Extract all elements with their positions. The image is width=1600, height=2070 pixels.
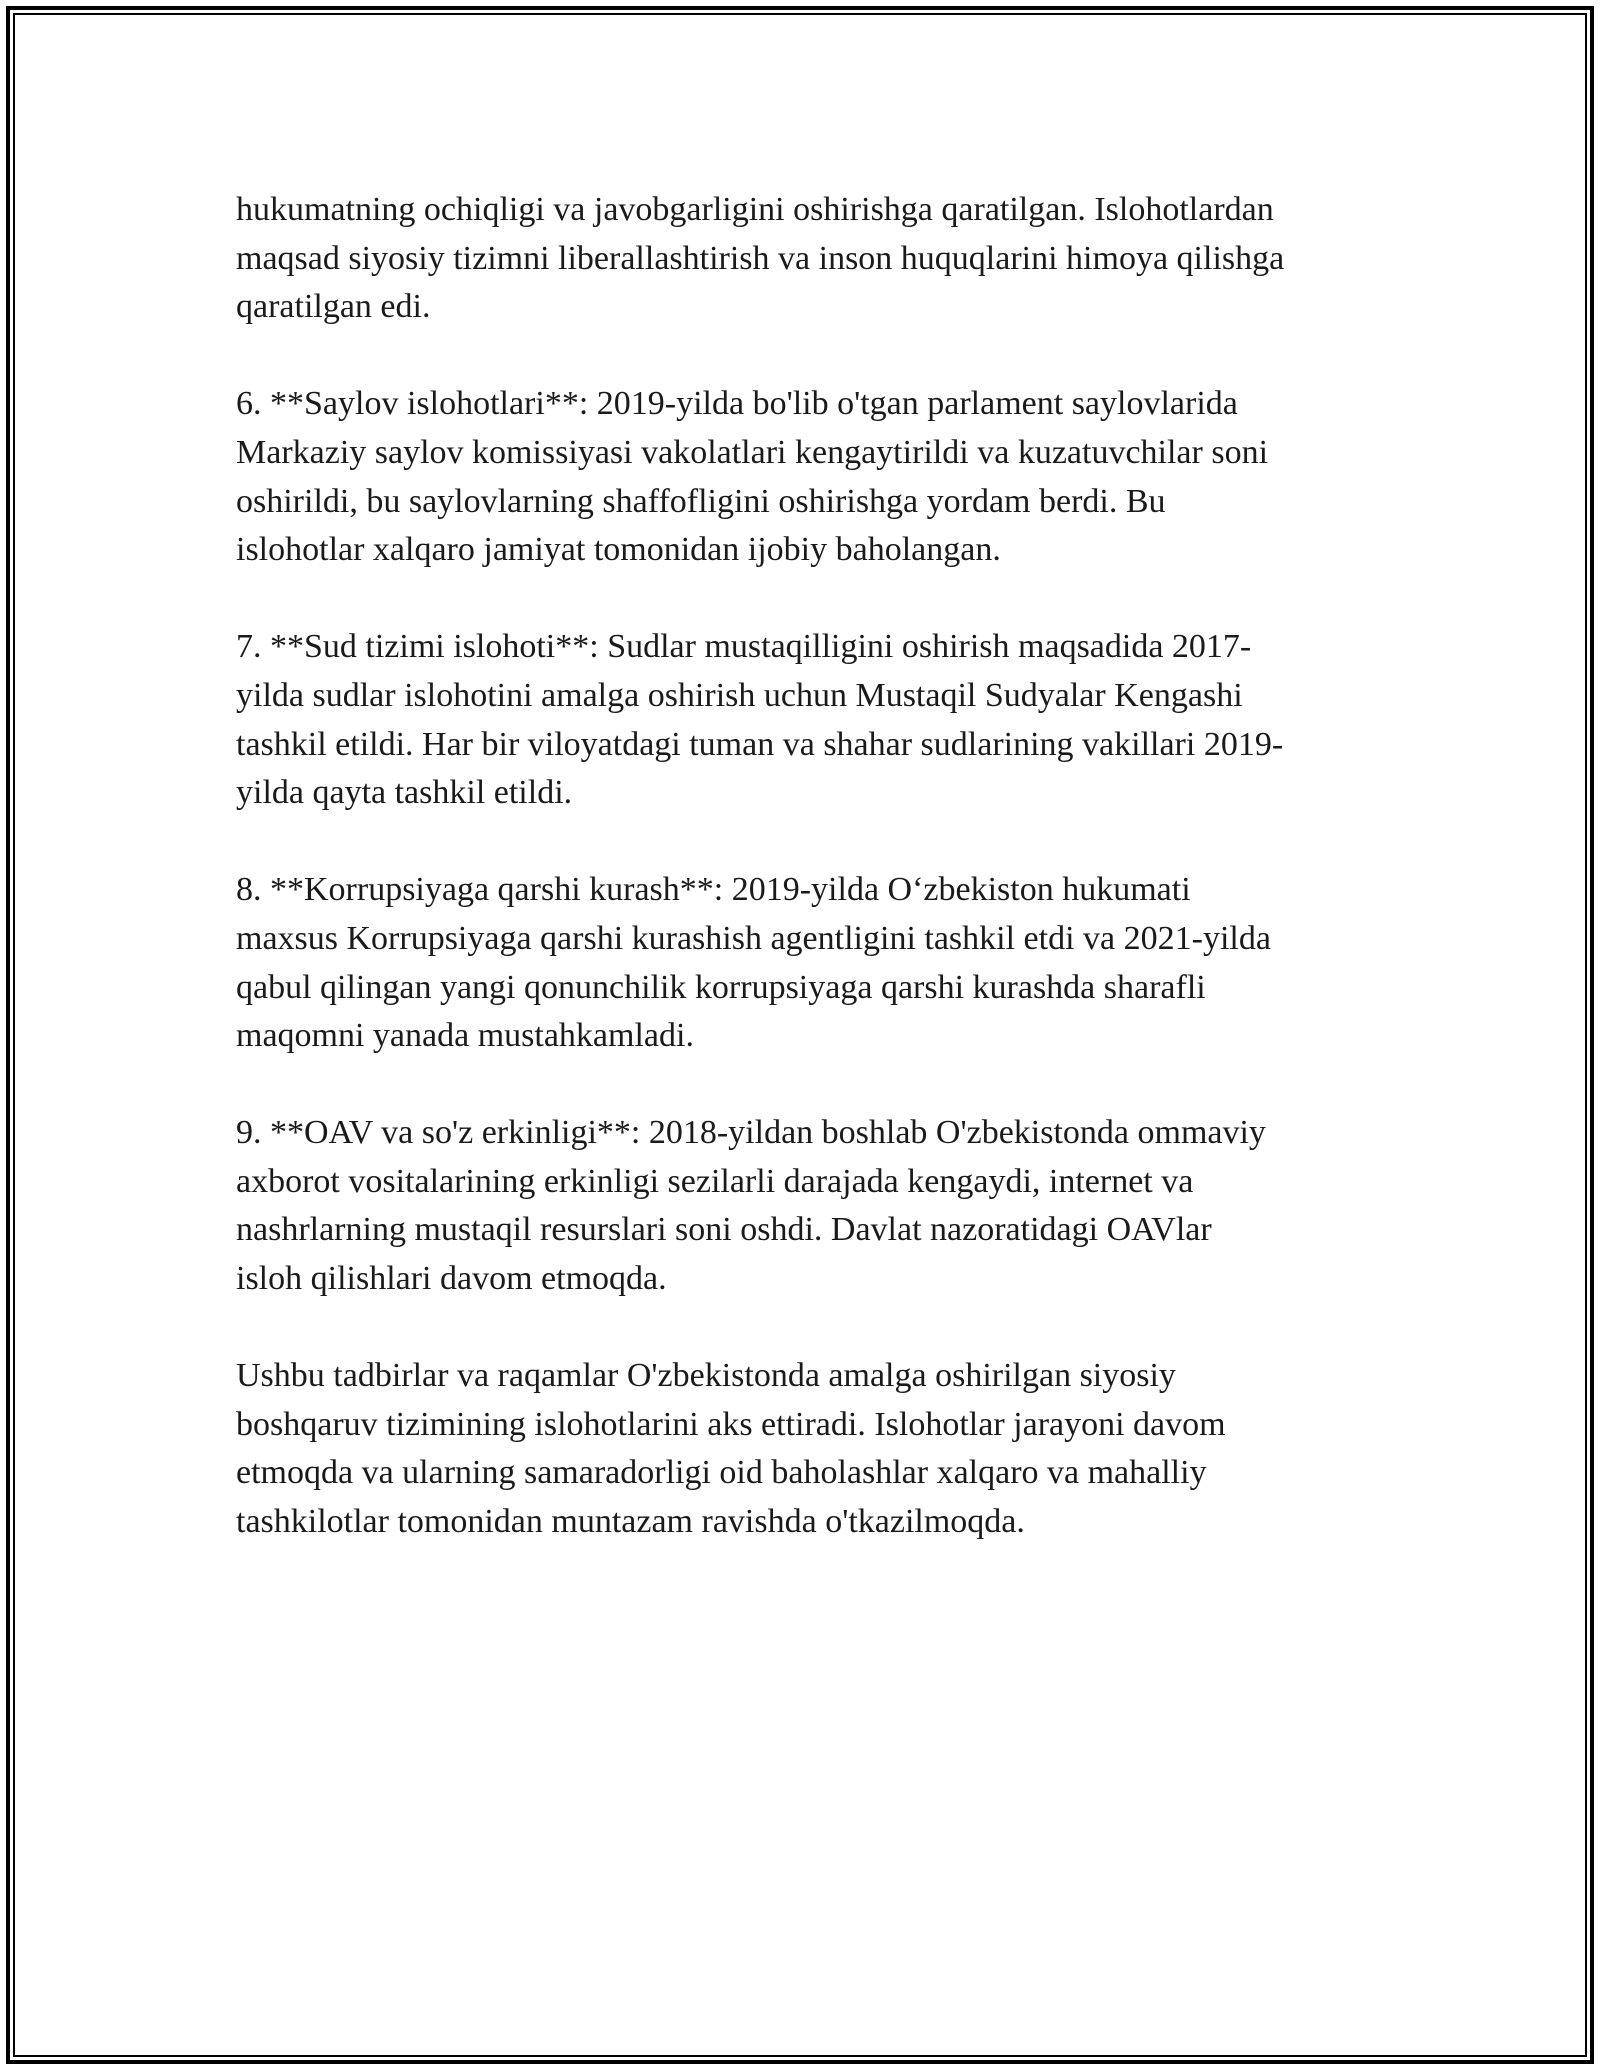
paragraph-item-8-anti-corruption: 8. **Korrupsiyaga qarshi kurash**: 2019-yilda O‘zbekiston hukumati maxsus Korrupsiyaga qarshi kurashish agentligini tashkil etdi va 2021-yilda qabul qilingan yangi qonunchilik korrupsiyaga qarshi kurashda sharafli maqomni yanada mustahkamladi. — [236, 871, 1271, 1055]
paragraph-item-9-media-freedom: 9. **OAV va so'z erkinligi**: 2018-yildan boshlab O'zbekistonda ommaviy axborot vositalarining erkinligi sezilarli darajada kengaydi, internet va nashrlarning mustaqil resurslari soni oshdi. Davlat nazoratidagi OAVlar isloh qilishlari davom etmoqda. — [236, 1114, 1266, 1298]
paragraph-conclusion: Ushbu tadbirlar va raqamlar O'zbekistonda amalga oshirilgan siyosiy boshqaruv tizimining islohotlarini aks ettiradi. Islohotlar jarayoni davom etmoqda va ularning samaradorligi oid baholashlar xalqaro va mahalliy tashkilotlar tomonidan muntazam ravishda o'tkazilmoqda. — [236, 1357, 1226, 1541]
paragraph-intro-continuation: hukumatning ochiqligi va javobgarligini oshirishga qaratilgan. Islohotlardan maqsad siyosiy tizimni liberallashtirish va inson huquqlarini himoya qilishga qaratilgan edi. — [236, 191, 1285, 326]
paragraph-item-7-judicial-reform: 7. **Sud tizimi islohoti**: Sudlar mustaqilligini oshirish maqsadida 2017- yilda sudlar islohotini amalga oshirish uchun Mustaqil Sudyalar Kengashi tashkil etildi. Har bir viloyatdagi tuman va shahar sudlarining vakillari 2019- yilda qayta tashkil etildi. — [236, 628, 1284, 812]
document-body — [236, 186, 1396, 1547]
paragraph-item-6-election-reforms: 6. **Saylov islohotlari**: 2019-yilda bo'lib o'tgan parlament saylovlarida Markaziy saylov komissiyasi vakolatlari kengaytirildi va kuzatuvchilar soni oshirildi, bu saylovlarning shaffofligini oshirishga yordam berdi. Bu islohotlar xalqaro jamiyat tomonidan ijobiy baholangan. — [236, 385, 1269, 569]
